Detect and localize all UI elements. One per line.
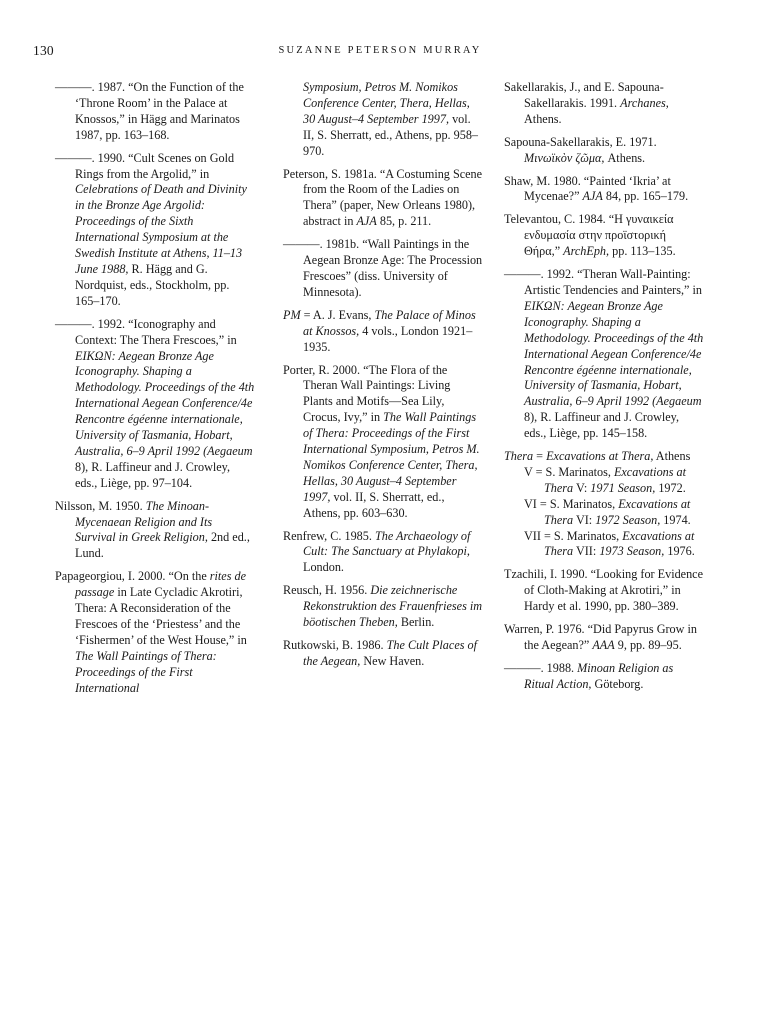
entry-text: = A. J. Evans, xyxy=(300,307,375,322)
bibliography-entry xyxy=(504,661,704,693)
entry-text: V = S. Marinatos, xyxy=(524,464,614,479)
entry-text: VII: xyxy=(573,544,600,559)
entry-text: 8), R. Laffineur and J. Crowley, eds., Liège, pp. 145–158. xyxy=(524,410,680,441)
entry-text: ———. 1988. xyxy=(504,660,578,675)
entry-italic-title: Excavations at Thera xyxy=(544,496,691,527)
entry-text: 1976. xyxy=(664,544,695,559)
column-3-entries xyxy=(504,80,704,442)
entry-text: Renfrew, C. 1985. xyxy=(283,528,375,543)
bibliography-entry xyxy=(283,308,483,356)
entry-text: V: xyxy=(573,480,591,495)
entry-italic-title: The Palace of Minos at Knossos, xyxy=(303,307,476,338)
bibliography-entry xyxy=(55,569,255,696)
entry-text: Peterson, S. 1981a. “A Costuming Scene from the Room of the Ladies on Thera” (paper, New Orleans 1980), abstract in xyxy=(283,166,483,229)
entry-italic-title: Thera xyxy=(504,449,534,464)
thera-abbreviation-head xyxy=(504,449,704,465)
bibliography-entry xyxy=(283,80,483,160)
entry-italic-title: EIKΩN: Aegean Bronze Age Iconography. Shaping a Methodology. Proceedings of the 4th International Aegean Conference/4e Rencontre égéenne internationale, University of Tasmania, Hobart, Australia, 6–9 April 1992 ( xyxy=(524,298,704,409)
entry-text: ———. 1992. “Iconography and Context: The Thera Frescoes,” in xyxy=(55,316,237,347)
bibliography-entry xyxy=(504,465,704,497)
entry-italic-title: The Wall Paintings of Thera: Proceedings of the First International Symposium, Petros M. Nomikos Conference Center, Thera, Hellas, 30 August–4 September 1997, xyxy=(303,410,480,504)
entry-text: Berlin. xyxy=(397,615,435,630)
bibliography-entry xyxy=(283,529,483,577)
entry-italic-title: Archanes, xyxy=(620,95,669,110)
entry-text: VI = S. Marinatos, xyxy=(524,496,619,511)
entry-text: = xyxy=(533,449,547,464)
entry-text: ———. 1987. “On the Function of the ‘Throne Room’ in the Palace at Knossos,” in Hägg and Marinatos 1987, pp. 163–168. xyxy=(55,80,244,142)
bibliography-entry xyxy=(55,317,255,492)
entry-text: Televantou, C. 1984. “Η γυναικεία ενδυμασία στην προϊστορική Θήρα,” xyxy=(504,212,674,259)
entry-italic-title: 1973 Season, xyxy=(599,544,665,559)
entry-italic-title: The Cult Places of the Aegean, xyxy=(303,638,477,668)
running-head: SUZANNE PETERSON MURRAY xyxy=(278,45,482,56)
entry-text: VII = S. Marinatos, xyxy=(524,528,623,543)
entry-text: Shaw, M. 1980. “Painted ‘Ikria’ at Mycenae?” xyxy=(504,173,671,204)
entry-text: R. Hägg and G. Nordquist, eds., Stockholm, pp. 165–170. xyxy=(75,261,230,308)
entry-text: 4 vols., London 1921–1935. xyxy=(303,323,473,354)
entry-text: London. xyxy=(303,560,344,575)
entry-text: 1974. xyxy=(660,512,691,527)
entry-italic-title: ArchEph, xyxy=(563,244,610,259)
entry-text: Porter, R. 2000. “The Flora of the Theran Wall Paintings: Living Plants and Motifs—Sea Lily, Crocus, Ivy,” in xyxy=(283,362,451,425)
bibliography-entry xyxy=(283,363,483,522)
entry-italic-title: EIKΩN: Aegean Bronze Age Iconography. Shaping a Methodology. Proceedings of the 4th International Aegean Conference/4e Rencontre égéenne internationale, University of Tasmania, Hobart, Australia, 6–9 April 1992 ( xyxy=(75,348,255,458)
entry-italic-title: AJA xyxy=(356,214,377,229)
bibliography-entry xyxy=(504,174,704,206)
entry-italic-title: Excavations at Thera, xyxy=(546,449,654,464)
entry-text: Sakellarakis, J., and E. Sapouna-Sakellarakis. 1991. xyxy=(504,80,664,110)
entry-text: Rutkowski, B. 1986. xyxy=(283,638,387,652)
entry-italic-title: Symposium, Petros M. Nomikos Conference Center, Thera, Hellas, 30 August–4 September 1997, xyxy=(303,80,470,126)
entry-text: in Late Cycladic Akrotiri, Thera: A Reconsideration of the Frescoes of the ‘Priestess’ and the ‘Fishermen’ of the West House,” in xyxy=(75,585,247,647)
entry-text: VI: xyxy=(573,512,596,527)
entry-italic-title: Aegaeum xyxy=(207,443,253,458)
entry-italic-title: The Minoan-Mycenaean Religion and Its Survival in Greek Religion, xyxy=(75,498,213,545)
entry-text: ———. 1981b. “Wall Paintings in the Aegean Bronze Age: The Procession Frescoes” (diss. University of Minnesota). xyxy=(283,237,483,299)
entry-text: Athens xyxy=(653,449,691,464)
column-3-tail-entries xyxy=(504,567,704,692)
bibliography-column-2 xyxy=(283,80,483,677)
entry-text: Göteborg. xyxy=(591,676,644,691)
entry-text: New Haven. xyxy=(360,653,425,668)
entry-text: ———. 1992. “Theran Wall-Painting: Artistic Tendencies and Painters,” in xyxy=(504,267,702,297)
entry-italic-title: AAA xyxy=(592,638,615,652)
entry-text: Athens. xyxy=(524,111,562,126)
entry-text: 85, p. 211. xyxy=(376,214,432,229)
entry-italic-title: PM xyxy=(283,307,301,322)
bibliography-entry xyxy=(504,80,704,128)
bibliography-entry xyxy=(504,135,704,167)
page-number: 130 xyxy=(33,43,54,58)
entry-text: Reusch, H. 1956. xyxy=(283,583,371,598)
bibliography-entry xyxy=(504,212,704,260)
entry-italic-title: 1972 Season, xyxy=(595,512,661,527)
entry-italic-title: The Archaeology of Cult: The Sanctuary at Phylakopi, xyxy=(303,528,471,559)
entry-text: 1972. xyxy=(655,480,686,495)
bibliography-entry xyxy=(283,638,483,670)
bibliography-entry xyxy=(504,267,704,442)
thera-abbreviation-block xyxy=(504,449,704,560)
bibliography-entry xyxy=(55,80,255,144)
entry-text: Papageorgiou, I. 2000. “On the xyxy=(55,569,210,584)
entry-text: 84, pp. 165–179. xyxy=(602,189,689,204)
bibliography-column-1 xyxy=(55,80,255,704)
entry-text: Athens. xyxy=(604,150,646,165)
entry-italic-title: Excavations at Thera xyxy=(544,528,695,559)
entry-italic-title: Celebrations of Death and Divinity in the Bronze Age Argolid: Proceedings of the Sixth International Symposium at the Swedish Institute at Athens, 11–13 June 1988, xyxy=(75,182,247,276)
entry-italic-title: Excavations at Thera xyxy=(544,464,687,495)
bibliography-entry xyxy=(55,151,255,310)
entry-italic-title: rites de passage xyxy=(75,569,247,600)
entry-text: Nilsson, M. 1950. xyxy=(55,498,146,513)
entry-italic-title: AJA xyxy=(582,189,603,204)
bibliography-entry xyxy=(504,529,704,561)
entry-italic-title: Minoan Religion as Ritual Action, xyxy=(524,660,674,691)
bibliography-entry xyxy=(504,622,704,654)
bibliography-entry xyxy=(504,567,704,615)
entry-italic-title: Aegaeum xyxy=(656,394,702,409)
entry-text: vol. II, S. Sherratt, ed., Athens, pp. 603–630. xyxy=(303,489,445,520)
bibliography-entry xyxy=(283,237,483,301)
entry-text: 9, pp. 89–95. xyxy=(614,638,682,652)
entry-italic-title: The Wall Paintings of Thera: Proceedings of the First International xyxy=(75,648,217,695)
entry-text: 8), R. Laffineur and J. Crowley, eds., Liège, pp. 97–104. xyxy=(75,459,231,490)
entry-italic-title: 1971 Season, xyxy=(590,480,656,495)
entry-text: ———. 1990. “Cult Scenes on Gold Rings from the Argolid,” in xyxy=(55,150,235,181)
entry-text: 2nd ed., Lund. xyxy=(75,530,250,561)
entry-italic-title: Die zeichnerische Rekonstruktion des Frauenfrieses im böotischen Theben, xyxy=(303,583,483,630)
bibliography-entry xyxy=(283,167,483,231)
entry-text: pp. 113–135. xyxy=(609,244,676,259)
entry-text: Sapouna-Sakellarakis, E. 1971. xyxy=(504,134,657,149)
entry-text: vol. II, S. Sherratt, ed., Athens, pp. 958–970. xyxy=(303,111,479,158)
bibliography-entry xyxy=(55,499,255,563)
bibliography-entry xyxy=(283,583,483,631)
bibliography-column-3 xyxy=(504,80,704,700)
entry-text: Tzachili, I. 1990. “Looking for Evidence of Cloth-Making at Akrotiri,” in Hardy et al. 1990, pp. 380–389. xyxy=(504,567,703,614)
entry-italic-title: Μινωϊκὸν ζῶμα, xyxy=(524,150,605,165)
entry-text: Warren, P. 1976. “Did Papyrus Grow in the Aegean?” xyxy=(504,622,697,652)
bibliography-entry xyxy=(504,497,704,529)
